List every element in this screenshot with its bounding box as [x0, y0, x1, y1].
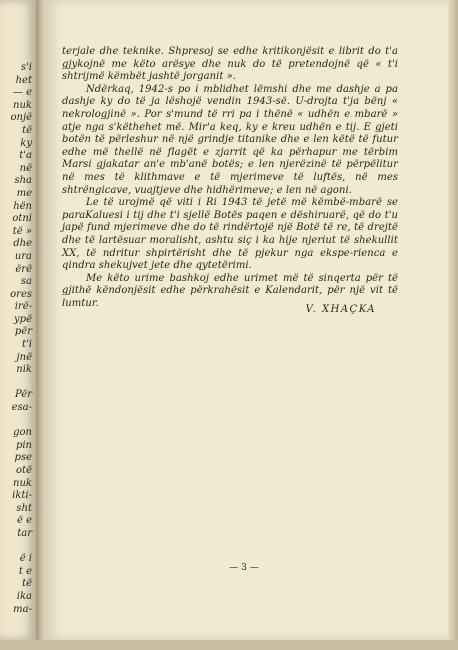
left-fragment: jnë	[16, 351, 32, 363]
left-fragment: ika	[16, 590, 32, 602]
left-fragment: ë i	[19, 553, 32, 565]
left-fragment: ypë	[14, 313, 32, 325]
page-bottom-edge	[0, 640, 458, 650]
left-fragment: ma-	[13, 603, 32, 615]
left-fragment: të	[22, 578, 32, 590]
left-fragment: otë	[16, 465, 32, 476]
paragraph: Ndërkaq, 1942-s po i mblidhet lëmshi dhe me dashje a pa dashje ky do të ja lëshojë vendin 1943-së. U-drojta t'ja bënj « nekrologjinë ». Por s'mund të rri pa i thënë « udhën e mbarë » atje nga s'këthehet më. Mir'a keq, ky e kreu udhën e tij. E gjeti botën të përleshur në një grindje titanike dhe e len këtë të futur edhe më thellë në flagët e zjarrit që ka përhapur me tërbim Marsi gjakatar an'e mb'anë botës; e len njerëzinë të përpëlitur në mes të klithmave e të mjerimeve të luftës, në mes shtrëngicave, vuajtjeve dhe hidhërimeve; e len në agoni.	[62, 83, 398, 196]
book-gutter	[36, 0, 44, 645]
left-fragment: gon	[13, 427, 32, 439]
left-fragment: të »	[12, 225, 32, 237]
left-fragment: nuk	[13, 477, 32, 489]
paragraph: terjale dhe teknike. Shpresoj se edhe kritikonjësit e librit do t'a gjykojnë me këto arësye dhe nuk do të pretendojnë që « t'i shtrijmë këmbët jashtë jorganit ».	[62, 46, 398, 83]
left-fragment: t'i	[22, 339, 32, 351]
left-page-text-fragments	[0, 62, 36, 616]
left-fragment: ura	[14, 250, 32, 262]
left-fragment: het	[15, 74, 32, 86]
left-fragment: onjë	[10, 112, 32, 124]
left-fragment: hën	[13, 200, 32, 212]
fragment-gap	[0, 377, 36, 390]
left-fragment: sha	[14, 175, 32, 187]
left-fragment: dhe	[13, 238, 32, 250]
left-page	[0, 0, 36, 640]
left-fragment: në	[19, 162, 32, 174]
page-edge	[448, 0, 458, 650]
left-fragment: t'a	[19, 150, 32, 162]
left-fragment: ë e	[16, 515, 32, 527]
left-fragment: për	[14, 326, 32, 338]
left-fragment: — e	[12, 87, 32, 99]
left-fragment: t e	[18, 565, 32, 577]
left-fragment: nik	[16, 364, 32, 376]
left-fragment: me	[16, 187, 32, 199]
left-fragment: pse	[14, 452, 32, 464]
left-fragment: ërë	[15, 263, 32, 275]
left-fragment: otni	[12, 213, 32, 225]
left-fragment: s'i	[20, 62, 32, 73]
author-signature: V. XHAÇKA	[305, 304, 376, 315]
left-fragment: tar	[17, 527, 32, 539]
left-fragment: ky	[20, 137, 32, 149]
left-fragment: sht	[16, 502, 32, 514]
left-fragment: ores	[10, 288, 32, 300]
fragment-gap	[0, 415, 36, 428]
left-fragment: ikti-	[12, 490, 32, 502]
left-fragment: esa-	[11, 402, 32, 414]
left-fragment: irë-	[14, 301, 32, 313]
left-fragment: pin	[15, 439, 32, 451]
paragraph: Le të urojmë që viti i Ri 1943 të jetë më këmbë-mbarë se paraKaluesi i tij dhe t'i sjellë Botës paqen e dëshiruarë, që do t'u japë fund mjerimeve dhe do të rindërtojë një Botë të re, të drejtë dhe të lartësuar moralisht, ashtu siç i ka hije njeriut të shekullit XX, të ndritur shpirtërisht dhe të pjekur nga ekspe-rienca e qindra shekujvet jete dhe qytetërimi.	[62, 197, 398, 272]
page-number: — 3 —	[229, 563, 259, 573]
left-fragment: Për	[15, 389, 32, 401]
body-text	[62, 46, 398, 310]
left-fragment: të	[22, 124, 32, 136]
left-fragment: sa	[20, 276, 32, 288]
left-fragment: nuk	[13, 99, 32, 111]
fragment-gap	[0, 541, 36, 554]
paragraph: Me këto urime bashkoj edhe urimet më të sinqerta për të gjithë këndonjësit edhe përkrahësit e Kalendarit, për një vit të lumtur.	[62, 272, 398, 309]
